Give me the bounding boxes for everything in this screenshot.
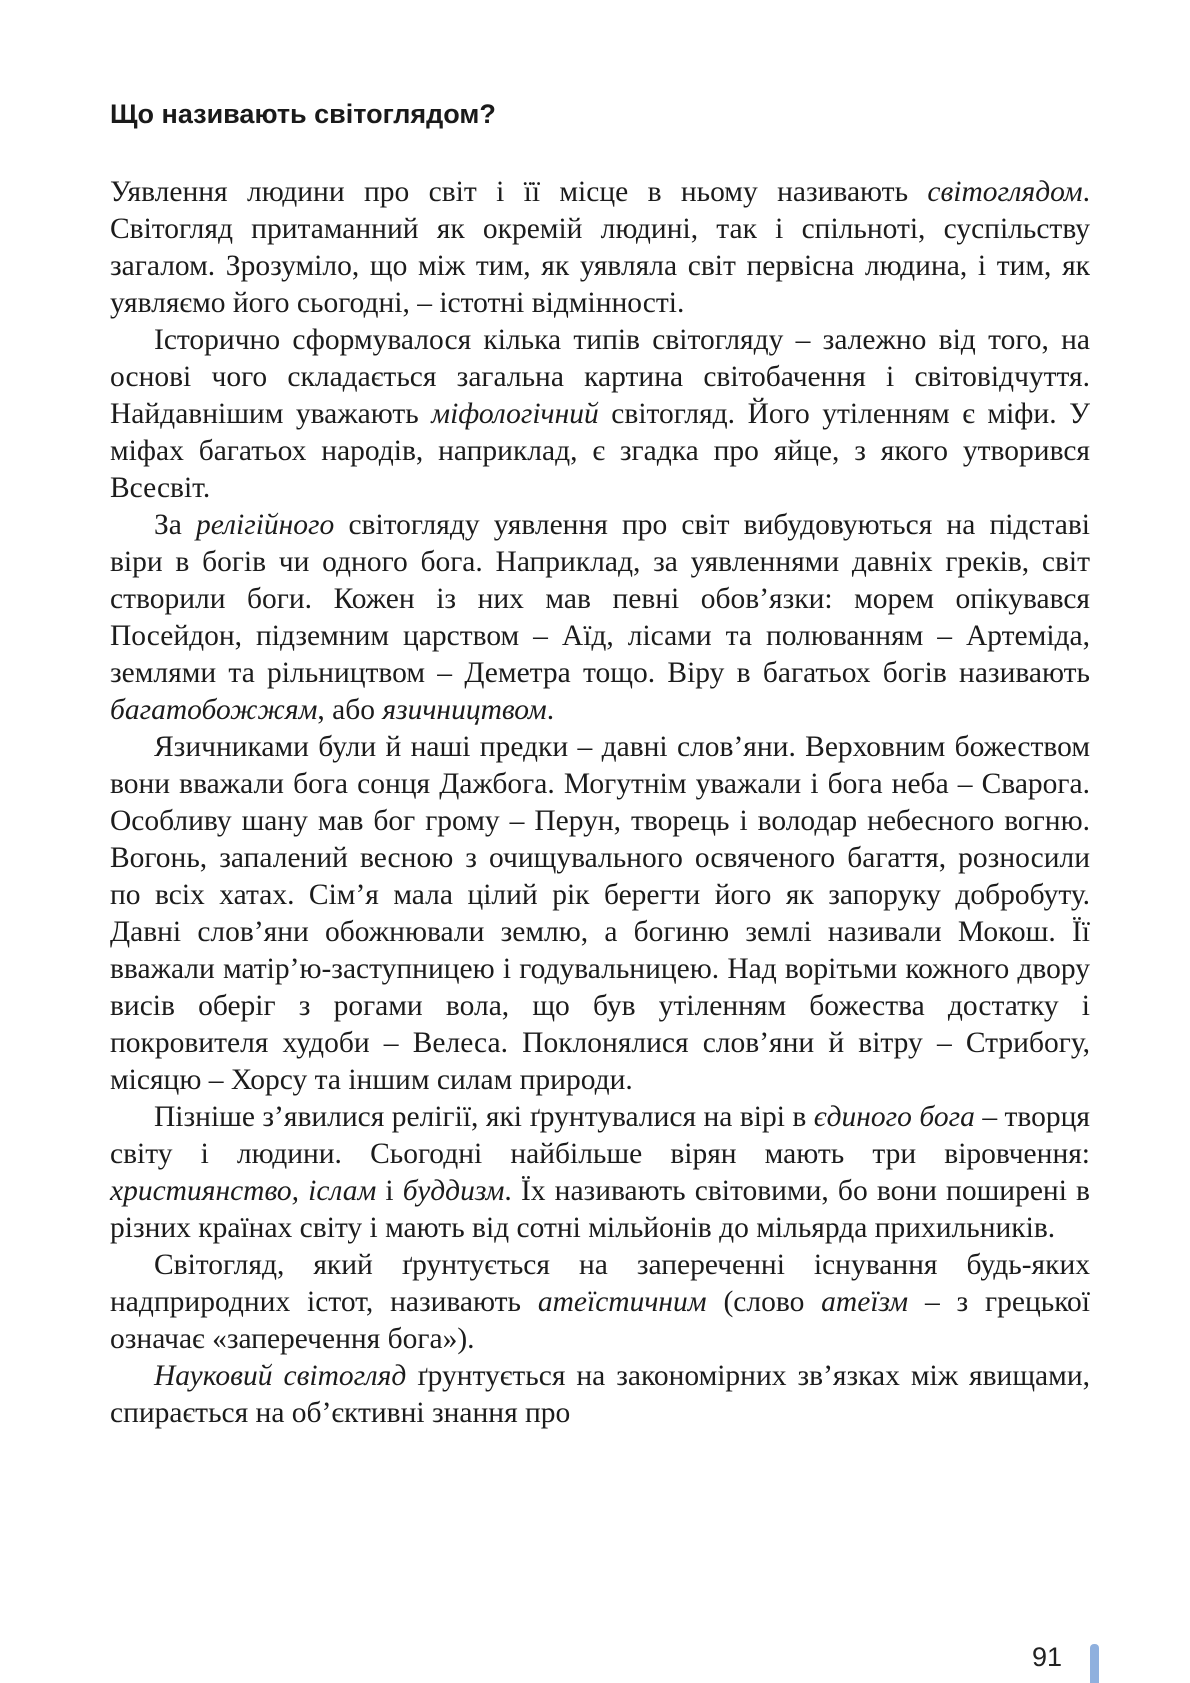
- paragraph: [110, 174, 1090, 322]
- italic-term: міфологічний: [431, 398, 599, 430]
- paragraph: [110, 322, 1090, 507]
- text-run: світогляду уявлення про світ вибудовуються на підставі віри в богів чи одного бога. Наприклад, за уявленнями давніх греків, світ створили боги. Кожен із них мав певні обов’язки: морем опікувався Посейдон, підземним царством – Аїд, лісами та полюванням – Артеміда, землями та рільництвом – Деметра тощо. Віру в багатьох богів називають: [110, 509, 1090, 689]
- text-run: (слово: [706, 1286, 822, 1318]
- text-run: – з грецької означає «заперечення бога»).: [110, 1286, 1090, 1355]
- text-run: світогляд. Його утіленням є міфи. У міфах багатьох народів, наприклад, є згадка про яйце, з якого утворився Всесвіт.: [110, 398, 1090, 504]
- italic-term: релігійного: [196, 509, 335, 541]
- text-run: Язичниками були й наші предки – давні слов’яни. Верховним божеством вони вважали бога сонця Дажбога. Могутнім уважали і бога неба – Сварога. Особливу шану мав бог грому – Перун, творець і володар небесного вогню. Вогонь, запалений весною з очищувального освяченого багаття, розносили по всіх хатах. Сім’я мала цілий рік берегти його як запоруку добробуту. Давні слов’яни обожнювали землю, а богиню землі називали Мокош. Її вважали матір’ю-заступницею і годувальницею. Над ворітьми кожного двору висів оберіг з рогами вола, що був утіленням божества достатку і покровителя худоби – Велеса. Поклонялися слов’яни й вітру – Стрибогу, місяцю – Хорсу та іншим силам природи.: [110, 731, 1090, 1096]
- italic-term: Науковий світогляд: [154, 1360, 407, 1392]
- italic-term: язичництвом: [382, 694, 547, 726]
- italic-term: буддизм: [402, 1175, 505, 1207]
- text-run: ґрунтується на закономірних зв’язках між явищами, спирається на об’єктивні знання про: [110, 1360, 1090, 1429]
- text-run: Світогляд, який ґрунтується на запереченні існування будь-яких надприродних істот, називають: [110, 1249, 1090, 1318]
- text-run: – творця світу і людини. Сьогодні найбільше вірян мають три віровчення:: [110, 1101, 1091, 1170]
- text-run: . Світогляд притаманний як окремій людині, так і спільноті, суспільству загалом. Зрозуміло, що між тим, як уявляла світ первісна людина, і тим, як уявляємо його сьогодні, – істотні відмінності.: [110, 176, 1090, 319]
- page-edge-marker: [1090, 1644, 1099, 1683]
- page-content: [110, 96, 1090, 1432]
- section-heading: Що називають світоглядом?: [110, 99, 496, 129]
- body-text: [110, 174, 1090, 1432]
- text-run: Історично сформувалося кілька типів світогляду – залежно від того, на основі чого складається загальна картина світобачення і світовідчуття. Найдавнішим уважають: [110, 324, 1090, 430]
- italic-term: єдиного бога: [813, 1101, 975, 1133]
- paragraph: [110, 507, 1090, 729]
- paragraph: [110, 1247, 1090, 1358]
- paragraph: [110, 729, 1090, 1099]
- italic-term: багатобожжям: [110, 694, 318, 726]
- text-run: , або: [317, 694, 383, 726]
- text-run: . Їх називають світовими, бо вони поширені в різних країнах світу і мають від сотні мільйонів до мільярда прихильників.: [110, 1175, 1090, 1244]
- text-run: За: [154, 509, 197, 541]
- italic-term: атеїстичним: [537, 1286, 707, 1318]
- page-number: 91: [1031, 1642, 1062, 1672]
- text-run: Уявлення людини про світ і її місце в ньому називають: [110, 176, 928, 208]
- paragraph: [110, 1358, 1090, 1432]
- italic-term: атеїзм: [821, 1286, 909, 1318]
- italic-term: християнство, іслам: [110, 1175, 377, 1207]
- text-run: .: [546, 694, 555, 726]
- text-run: Пізніше з’явилися релігії, які ґрунтувалися на вірі в: [154, 1101, 814, 1133]
- italic-term: світоглядом: [927, 176, 1083, 208]
- text-run: і: [376, 1175, 403, 1207]
- paragraph: [110, 1099, 1090, 1247]
